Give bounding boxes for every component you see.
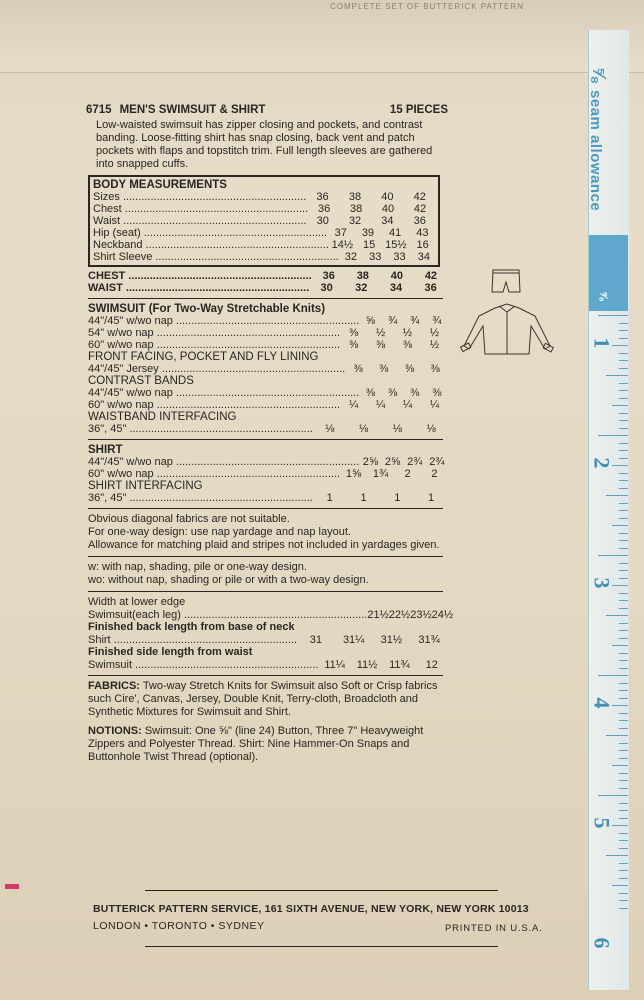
ruler-tick xyxy=(619,353,628,354)
ruler-tick xyxy=(612,405,628,406)
size-value: 1 xyxy=(360,492,367,504)
size-value: 36 xyxy=(318,203,331,215)
ruler-tick xyxy=(619,563,628,564)
size-value: ½ xyxy=(402,327,413,339)
divider xyxy=(88,439,443,440)
size-value: ⅜ xyxy=(348,339,359,351)
ruler-tick xyxy=(619,510,628,511)
row-label: Neckband ............................................................ xyxy=(93,239,329,251)
ruler-tick xyxy=(619,758,628,759)
table-row xyxy=(88,282,448,294)
row-label: 54" w/wo nap ............................................................ xyxy=(88,327,341,339)
ruler-tick xyxy=(619,503,628,504)
ruler-tick xyxy=(619,683,628,684)
notions-text: Swimsuit: One ⅝" (line 24) Button, Three 7" Heavyweight Zippers and Polyester Thread. Shirt: Nine Hammer-On Snaps and Buttonhole Twist Thread (optional). xyxy=(88,725,424,763)
row-label: WAIST ............................................................ xyxy=(88,282,310,294)
ruler-tick xyxy=(612,645,628,646)
ruler-tick xyxy=(612,765,628,766)
waistband-title: WAISTBAND INTERFACING xyxy=(88,411,237,423)
ruler-tick xyxy=(619,893,628,894)
pattern-number: 6715 xyxy=(86,104,112,116)
size-value: 15 xyxy=(362,239,376,251)
ruler-number: 2 xyxy=(589,457,615,469)
shirt-title: SHIRT xyxy=(88,444,123,456)
divider xyxy=(88,675,443,676)
row-label: Waist ............................................................ xyxy=(93,215,307,227)
row-label: 60" w/wo nap ............................................................ xyxy=(88,468,341,480)
ruler-tick xyxy=(619,840,628,841)
size-value: 34 xyxy=(389,282,403,294)
blue-fraction: ⅝ xyxy=(597,291,610,301)
ruler-tick xyxy=(619,518,628,519)
size-value: 36 xyxy=(424,282,437,294)
ruler-tick xyxy=(612,885,628,886)
ruler-tick xyxy=(598,315,628,316)
footer-rule-top xyxy=(145,890,498,891)
ruler-tick xyxy=(619,383,628,384)
size-value: 12 xyxy=(425,659,438,671)
size-value: ⅛ xyxy=(325,423,335,435)
size-value: ⅜ xyxy=(432,387,442,399)
ruler-number: 1 xyxy=(589,337,615,349)
size-value: 31¾ xyxy=(418,634,440,646)
table-row xyxy=(88,609,454,621)
size-value: 1 xyxy=(326,492,333,504)
back-length-title: Finished back length from base of neck xyxy=(88,621,295,633)
size-value: 15½ xyxy=(385,239,407,251)
ruler-tick xyxy=(619,908,628,909)
width-table xyxy=(88,609,454,621)
size-value: 11½ xyxy=(356,659,378,671)
ruler-tick xyxy=(619,473,628,474)
table-row xyxy=(93,215,436,227)
ruler-tick xyxy=(612,525,628,526)
size-value: 1¾ xyxy=(372,468,389,480)
size-value: 42 xyxy=(424,270,438,282)
size-value: ⅛ xyxy=(358,423,369,435)
ruler-tick xyxy=(619,720,628,721)
back-length-table xyxy=(88,634,448,646)
ruler-tick xyxy=(619,773,628,774)
ruler-tick xyxy=(619,330,628,331)
note-one-way: For one-way design: use nap yardage and nap layout. xyxy=(88,526,351,538)
ruler-tick xyxy=(619,713,628,714)
ruler-tick xyxy=(619,743,628,744)
table-row xyxy=(88,423,448,435)
size-value: ¼ xyxy=(402,399,413,411)
table-row xyxy=(88,492,448,504)
ruler-tick xyxy=(619,540,628,541)
divider xyxy=(88,556,443,557)
ruler-tick xyxy=(619,728,628,729)
row-label: Chest ............................................................ xyxy=(93,203,309,215)
ruler-tick xyxy=(619,338,628,339)
ruler-number: 4 xyxy=(589,697,615,709)
ruler-tick xyxy=(619,788,628,789)
body-measurements-title: BODY MEASUREMENTS xyxy=(93,179,227,191)
note-plaid: Allowance for matching plaid and stripes not included in yardages given. xyxy=(88,539,440,551)
row-label: 60" w/wo nap ............................................................ xyxy=(88,399,341,411)
shirt-interfacing-table xyxy=(88,492,448,504)
shirt-interfacing-title: SHIRT INTERFACING xyxy=(88,480,203,492)
ruler-number: 3 xyxy=(589,577,615,589)
row-label: 44"/45" w/wo nap ............................................................ xyxy=(88,387,360,399)
ruler-tick xyxy=(619,390,628,391)
size-value: 21½ xyxy=(367,609,389,621)
ruler-tick xyxy=(606,615,628,616)
size-value: ½ xyxy=(429,327,440,339)
garment-illustration xyxy=(455,268,565,388)
table-row xyxy=(93,251,436,263)
ruler-tick xyxy=(619,698,628,699)
size-value: 38 xyxy=(348,191,362,203)
row-label: 44"/45" w/wo nap ............................................................ xyxy=(88,315,360,327)
size-value: 30 xyxy=(316,215,329,227)
size-value: ⅜ xyxy=(375,339,386,351)
size-value: 36 xyxy=(322,270,335,282)
size-value: ¼ xyxy=(348,399,359,411)
table-row xyxy=(88,387,448,399)
pattern-description: Low-waisted swimsuit has zipper closing and pockets, and contrast banding. Loose-fitting shirt has snap closing, back vent and patch pockets with flaps and topstitch trim. Full length sleeves are gathered into snapped cuffs. xyxy=(96,119,433,170)
ruler-tick xyxy=(619,458,628,459)
table-row xyxy=(88,456,448,468)
row-label: CHEST ............................................................ xyxy=(88,270,312,282)
size-value: 11¾ xyxy=(389,659,410,671)
size-value: 32 xyxy=(355,282,368,294)
table-row xyxy=(88,399,448,411)
fabrics-text: Two-way Stretch Knits for Swimsuit also Soft or Crisp fabrics such Cire', Canvas, Jersey, Double Knit, Terry-cloth, Broadcloth and Synthetic Mixtures for Swimsuit and Shirt. xyxy=(88,680,438,718)
ruler-tick xyxy=(619,398,628,399)
notions-label: NOTIONS: xyxy=(88,725,142,737)
swimsuit-sketch xyxy=(492,270,520,292)
size-value: ¼ xyxy=(429,399,440,411)
table-row xyxy=(88,634,448,646)
printed-in: PRINTED IN U.S.A. xyxy=(445,923,543,934)
table-row xyxy=(93,239,436,251)
row-label: Hip (seat) ............................................................ xyxy=(93,227,328,239)
ruler-tick xyxy=(619,803,628,804)
size-value: 34 xyxy=(417,251,430,263)
fabrics-label: FABRICS: xyxy=(88,680,140,692)
pattern-header xyxy=(86,104,448,116)
size-value: 22½ xyxy=(388,609,411,621)
size-value: 33 xyxy=(369,251,382,263)
ruler-tick xyxy=(619,443,628,444)
size-value: 31 xyxy=(309,634,323,646)
size-value: 14½ xyxy=(331,239,354,251)
size-value: 2 xyxy=(431,468,438,480)
size-value: ⅜ xyxy=(404,363,415,375)
waistband-yardage-table xyxy=(88,423,448,435)
size-value: ¼ xyxy=(375,399,386,411)
ruler-tick xyxy=(619,660,628,661)
swimsuit-title: SWIMSUIT (For Two-Way Stretchable Knits) xyxy=(88,303,326,315)
size-value: 33 xyxy=(393,251,406,263)
size-value: 42 xyxy=(413,191,426,203)
row-label: Swimsuit ............................................................ xyxy=(88,659,319,671)
size-value: 24½ xyxy=(431,609,454,621)
row-label: Shirt Sleeve ............................................................ xyxy=(93,251,339,263)
ruler-tick xyxy=(619,360,628,361)
ruler-number: 6 xyxy=(589,937,615,949)
ruler-tick xyxy=(619,870,628,871)
size-value: ¾ xyxy=(387,315,398,327)
ruler-tick xyxy=(619,323,628,324)
ruler-tick xyxy=(619,413,628,414)
size-value: ⅜ xyxy=(402,339,413,351)
size-value: 36 xyxy=(413,215,426,227)
ruler-tick xyxy=(619,848,628,849)
size-value: 2¾ xyxy=(407,456,423,468)
side-length-table xyxy=(88,659,448,671)
table-row xyxy=(93,203,436,215)
size-value: 31½ xyxy=(380,634,403,646)
ruler-tick xyxy=(619,668,628,669)
fabrics-paragraph xyxy=(88,680,448,719)
ruler-tick xyxy=(619,690,628,691)
size-value: 1 xyxy=(394,492,401,504)
row-label: 44"/45" w/wo nap ............................................................ xyxy=(88,456,360,468)
size-value: ⅜ xyxy=(348,327,359,339)
size-value: ⅛ xyxy=(426,423,436,435)
service-address: BUTTERICK PATTERN SERVICE, 161 SIXTH AVENUE, NEW YORK, NEW YORK 10013 xyxy=(93,903,529,915)
ruler-tick xyxy=(619,488,628,489)
size-value: ⅜ xyxy=(410,387,420,399)
size-value: 2⅝ xyxy=(384,456,401,468)
ruler-tick xyxy=(619,878,628,879)
envelope-top-flap xyxy=(0,0,644,73)
size-value: 1 xyxy=(428,492,435,504)
size-value: 2⅝ xyxy=(362,456,379,468)
ruler-tick xyxy=(619,368,628,369)
size-value: ⅛ xyxy=(392,423,402,435)
size-value: 32 xyxy=(348,215,362,227)
ruler-tick xyxy=(619,600,628,601)
notions-paragraph xyxy=(88,725,448,764)
table-row xyxy=(88,468,448,480)
ruler-tick xyxy=(619,833,628,834)
color-mark xyxy=(5,884,19,889)
table-row xyxy=(88,315,448,327)
seam-fraction: ⅝ xyxy=(589,66,610,83)
size-value: ¾ xyxy=(432,315,442,327)
row-label: 36", 45" ............................................................ xyxy=(88,423,313,435)
body-measurements-box xyxy=(88,175,440,267)
body-measurements-table xyxy=(93,191,436,263)
size-value: 30 xyxy=(320,282,333,294)
ruler-tick xyxy=(606,495,628,496)
ruler-tick xyxy=(619,750,628,751)
facing-yardage-table xyxy=(88,363,448,375)
ruler-number: 5 xyxy=(589,817,615,829)
size-value: ½ xyxy=(429,339,440,351)
ruler-tick xyxy=(619,653,628,654)
ruler-tick xyxy=(619,450,628,451)
pattern-title: MEN'S SWIMSUIT & SHIRT xyxy=(119,104,266,116)
ruler-tick xyxy=(619,863,628,864)
ruler-tick xyxy=(598,675,628,676)
facing-title: FRONT FACING, POCKET AND FLY LINING xyxy=(88,351,319,363)
shirt-yardage-table xyxy=(88,456,448,480)
size-value: 40 xyxy=(381,191,394,203)
ruler-tick xyxy=(606,375,628,376)
chest-waist-table xyxy=(88,270,448,294)
swimsuit-yardage-table xyxy=(88,315,448,351)
ruler-tick xyxy=(606,855,628,856)
table-row xyxy=(93,227,436,239)
ruler-tick xyxy=(619,533,628,534)
size-value: 43 xyxy=(416,227,429,239)
side-length-title: Finished side length from waist xyxy=(88,646,253,658)
divider xyxy=(88,591,443,592)
size-value: ⅜ xyxy=(430,363,440,375)
ruler-tick xyxy=(619,608,628,609)
ruler-tick xyxy=(619,593,628,594)
size-value: 42 xyxy=(413,203,427,215)
size-value: 32 xyxy=(344,251,358,263)
pattern-info xyxy=(86,104,454,764)
bands-title: CONTRAST BANDS xyxy=(88,375,194,387)
seam-allowance-label: seam allowance xyxy=(587,90,604,212)
size-value: 39 xyxy=(361,227,375,239)
ruler-tick xyxy=(606,735,628,736)
row-label: 60" w/wo nap ............................................................ xyxy=(88,339,341,351)
size-value: ⅜ xyxy=(365,387,375,399)
size-value: 40 xyxy=(390,270,403,282)
ruler-tick xyxy=(619,818,628,819)
ruler-tick xyxy=(619,638,628,639)
service-cities: LONDON • TORONTO • SYDNEY xyxy=(93,920,265,932)
size-value: 34 xyxy=(381,215,394,227)
row-label: 36", 45" ............................................................ xyxy=(88,492,313,504)
bands-yardage-table xyxy=(88,387,448,411)
size-value: ⅜ xyxy=(379,363,389,375)
width-title: Width at lower edge xyxy=(88,596,186,608)
row-label: Shirt ............................................................ xyxy=(88,634,298,646)
flap-label: COMPLETE SET OF BUTTERICK PATTERN xyxy=(330,2,524,11)
size-value: 2 xyxy=(404,468,411,480)
shirt-sketch xyxy=(461,304,554,354)
size-value: 31¼ xyxy=(342,634,365,646)
size-value: ⅜ xyxy=(387,387,398,399)
size-value: ⅝ xyxy=(365,315,375,327)
row-label: Sizes ............................................................ xyxy=(93,191,307,203)
size-value: 16 xyxy=(416,239,429,251)
size-value: 2¾ xyxy=(429,456,445,468)
ruler-tick xyxy=(619,420,628,421)
pieces-count: 15 PIECES xyxy=(389,104,448,116)
size-value: 38 xyxy=(356,270,369,282)
size-value: 11¼ xyxy=(324,659,345,671)
table-row xyxy=(93,191,436,203)
table-row xyxy=(88,327,448,339)
size-value: 38 xyxy=(349,203,363,215)
size-value: ⅜ xyxy=(353,363,363,375)
ruler-tick xyxy=(619,623,628,624)
ruler-tick xyxy=(619,548,628,549)
ruler-tick xyxy=(619,570,628,571)
size-value: 37 xyxy=(334,227,347,239)
legend-with-nap: w: with nap, shading, pile or one-way design. xyxy=(88,561,307,573)
size-value: 23½ xyxy=(410,609,432,621)
size-value: 1⅝ xyxy=(345,468,362,480)
size-value: ½ xyxy=(375,327,386,339)
size-value: 36 xyxy=(316,191,329,203)
ruler-tick xyxy=(619,480,628,481)
ruler-tick xyxy=(598,435,628,436)
size-value: ¾ xyxy=(410,315,420,327)
legend-without-nap: wo: without nap, shading or pile or with a two-way design. xyxy=(88,574,369,586)
footer-rule-bottom xyxy=(145,946,498,947)
table-row xyxy=(88,363,448,375)
ruler-tick xyxy=(598,795,628,796)
size-value: 40 xyxy=(381,203,395,215)
seam-allowance-ruler xyxy=(582,30,644,990)
row-label: 44"/45" Jersey ............................................................ xyxy=(88,363,346,375)
ruler-tick xyxy=(619,428,628,429)
size-value: 41 xyxy=(389,227,402,239)
table-row xyxy=(88,659,448,671)
divider xyxy=(88,508,443,509)
ruler-tick xyxy=(619,780,628,781)
ruler-tick xyxy=(598,555,628,556)
ruler-tick xyxy=(619,630,628,631)
ruler-tick xyxy=(619,810,628,811)
row-label: Swimsuit(each leg) ............................................................ xyxy=(88,609,368,621)
table-row xyxy=(88,270,448,282)
table-row xyxy=(88,339,448,351)
divider xyxy=(88,298,443,299)
ruler-tick xyxy=(619,578,628,579)
ruler-tick xyxy=(619,900,628,901)
note-diagonal: Obvious diagonal fabrics are not suitable. xyxy=(88,513,290,525)
